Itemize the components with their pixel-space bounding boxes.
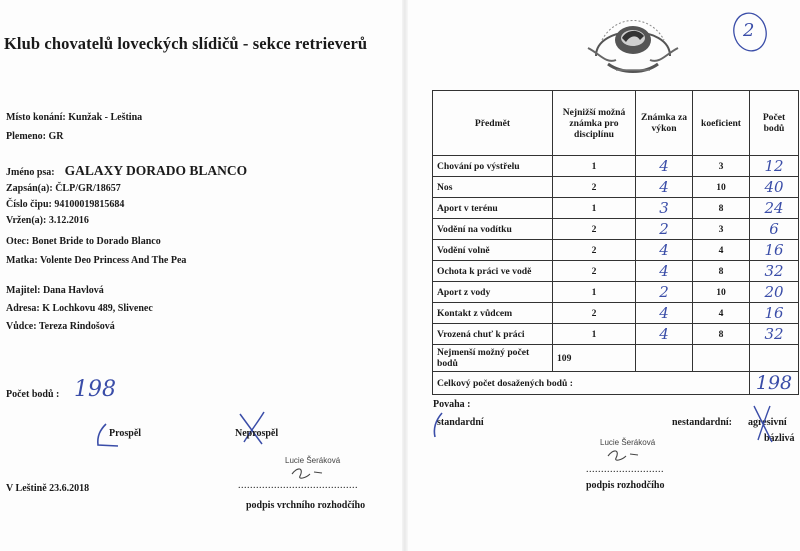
- temperament-fearful: bázlivá: [764, 433, 795, 444]
- mother-row: [6, 255, 186, 266]
- address-value: K Lochkovu 489, Slivenec: [42, 303, 153, 314]
- row-subject: Vrozená chuť k práci: [433, 324, 553, 345]
- page-number: 2: [743, 20, 755, 41]
- row-grade: 4: [636, 177, 693, 198]
- row-points: 16: [750, 303, 799, 324]
- points-label: Počet bodů :: [6, 389, 60, 400]
- breed-label: Plemeno:: [6, 131, 46, 142]
- row-min: 2: [553, 177, 636, 198]
- row-points: 40: [750, 177, 799, 198]
- row-min: 1: [553, 156, 636, 177]
- results-table: [432, 90, 799, 395]
- dog-name-row: [6, 162, 247, 180]
- registered-value: ČLP/GR/18657: [55, 183, 121, 194]
- registered-label: Zapsán(a):: [6, 183, 53, 194]
- chip-row: [6, 199, 124, 210]
- row-coef: 8: [693, 261, 750, 282]
- mother-label: Matka:: [6, 255, 38, 266]
- header-min-grade: Nejnižší možná známka pro disciplínu: [553, 91, 636, 156]
- row-coef: 3: [693, 156, 750, 177]
- table-header-row: [433, 91, 799, 156]
- min-total-row: [433, 345, 799, 372]
- row-min: 1: [553, 282, 636, 303]
- total-row: [433, 372, 799, 395]
- row-grade: 4: [636, 261, 693, 282]
- row-points: 12: [750, 156, 799, 177]
- handler-row: [6, 321, 115, 332]
- judge-stamp-name: Lucie Šeráková: [600, 438, 656, 447]
- location-row: [6, 112, 142, 123]
- row-subject: Ochota k práci ve vodě: [433, 261, 553, 282]
- dog-name-label: Jméno psa:: [6, 167, 55, 178]
- head-judge-signature-line: ........................................: [238, 480, 358, 491]
- table-row: [433, 177, 799, 198]
- owner-value: Dana Havlová: [42, 285, 104, 296]
- total-label: Celkový počet dosažených bodů :: [433, 372, 750, 395]
- location-label: Místo konání:: [6, 112, 66, 123]
- temperament-cross-mark: [748, 402, 778, 446]
- row-min: 2: [553, 261, 636, 282]
- row-coef: 8: [693, 324, 750, 345]
- header-subject: Předmět: [433, 91, 553, 156]
- address-row: [6, 303, 153, 314]
- table-row: [433, 156, 799, 177]
- father-value: Bonet Bride to Dorado Blanco: [31, 236, 161, 247]
- judge-signature-label: podpis rozhodčího: [586, 480, 665, 491]
- breed-row: [6, 131, 64, 142]
- row-grade: 3: [636, 198, 693, 219]
- min-total-label: Nejmenší možný počet bodů: [433, 345, 553, 372]
- row-min: 2: [553, 219, 636, 240]
- row-min: 2: [553, 303, 636, 324]
- row-subject: Vodění volně: [433, 240, 553, 261]
- temperament-label: Povaha :: [433, 399, 471, 410]
- row-min: 1: [553, 198, 636, 219]
- table-row: [433, 261, 799, 282]
- row-coef: 10: [693, 282, 750, 303]
- document-title: Klub chovatelů loveckých slídičů - sekce retrieverů: [4, 34, 368, 53]
- chip-value: 94100019815684: [54, 199, 125, 210]
- owner-row: [6, 285, 104, 296]
- row-subject: Vodění na vodítku: [433, 219, 553, 240]
- dog-name-value: GALAXY DORADO BLANCO: [64, 163, 248, 178]
- father-row: [6, 236, 161, 247]
- total-value: 198: [750, 372, 799, 395]
- row-grade: 4: [636, 240, 693, 261]
- row-min: 2: [553, 240, 636, 261]
- row-points: 24: [750, 198, 799, 219]
- location-value: Kunžak - Leština: [68, 112, 143, 123]
- row-coef: 4: [693, 303, 750, 324]
- row-subject: Kontakt z vůdcem: [433, 303, 553, 324]
- judge-signature-line: ..........................: [586, 464, 664, 475]
- row-grade: 4: [636, 156, 693, 177]
- row-grade: 4: [636, 303, 693, 324]
- table-row: [433, 240, 799, 261]
- temperament-standard: standardní: [437, 417, 484, 428]
- row-subject: Chování po výstřelu: [433, 156, 553, 177]
- row-subject: Aport v terénu: [433, 198, 553, 219]
- head-judge-signature-label: podpis vrchního rozhodčího: [246, 500, 366, 511]
- temperament-nonstandard-label: nestandardní:: [672, 417, 733, 428]
- row-coef: 4: [693, 240, 750, 261]
- mother-value: Volente Deo Princess And The Pea: [40, 255, 187, 266]
- failed-option: Neprospěl: [235, 428, 279, 439]
- passed-option: Prospěl: [109, 428, 142, 439]
- row-min: 1: [553, 324, 636, 345]
- handler-value: Tereza Rindošová: [38, 321, 115, 332]
- row-points: 32: [750, 261, 799, 282]
- row-points: 32: [750, 324, 799, 345]
- row-grade: 2: [636, 282, 693, 303]
- row-points: 6: [750, 219, 799, 240]
- born-row: [6, 215, 89, 226]
- row-points: 20: [750, 282, 799, 303]
- handler-label: Vůdce:: [6, 321, 37, 332]
- header-points: Počet bodů: [750, 91, 799, 156]
- table-row: [433, 198, 799, 219]
- date-line: V Leštině 23.6.2018: [6, 483, 90, 494]
- born-label: Vržen(a):: [6, 215, 47, 226]
- row-grade: 4: [636, 324, 693, 345]
- owner-label: Majitel:: [6, 285, 41, 296]
- row-coef: 3: [693, 219, 750, 240]
- points-handwritten: 198: [74, 377, 116, 402]
- chip-label: Číslo čipu:: [6, 199, 52, 210]
- temperament-aggressive: agresivní: [748, 417, 787, 428]
- row-coef: 8: [693, 198, 750, 219]
- table-row: [433, 303, 799, 324]
- row-points: 16: [750, 240, 799, 261]
- header-grade: Známka za výkon: [636, 91, 693, 156]
- father-label: Otec:: [6, 236, 30, 247]
- judge-signature: [604, 446, 644, 464]
- header-coefficient: koeficient: [693, 91, 750, 156]
- club-logo: [586, 4, 680, 82]
- table-row: [433, 324, 799, 345]
- breed-value: GR: [48, 131, 64, 142]
- head-judge-stamp-name: Lucie Šeráková: [285, 456, 341, 465]
- page-fold: [402, 0, 408, 551]
- address-label: Adresa:: [6, 303, 40, 314]
- row-grade: 2: [636, 219, 693, 240]
- born-value: 3.12.2016: [48, 215, 89, 226]
- table-row: [433, 219, 799, 240]
- table-row: [433, 282, 799, 303]
- row-subject: Nos: [433, 177, 553, 198]
- row-coef: 10: [693, 177, 750, 198]
- row-subject: Aport z vody: [433, 282, 553, 303]
- registered-row: [6, 183, 121, 194]
- min-total-value: 109: [553, 345, 636, 372]
